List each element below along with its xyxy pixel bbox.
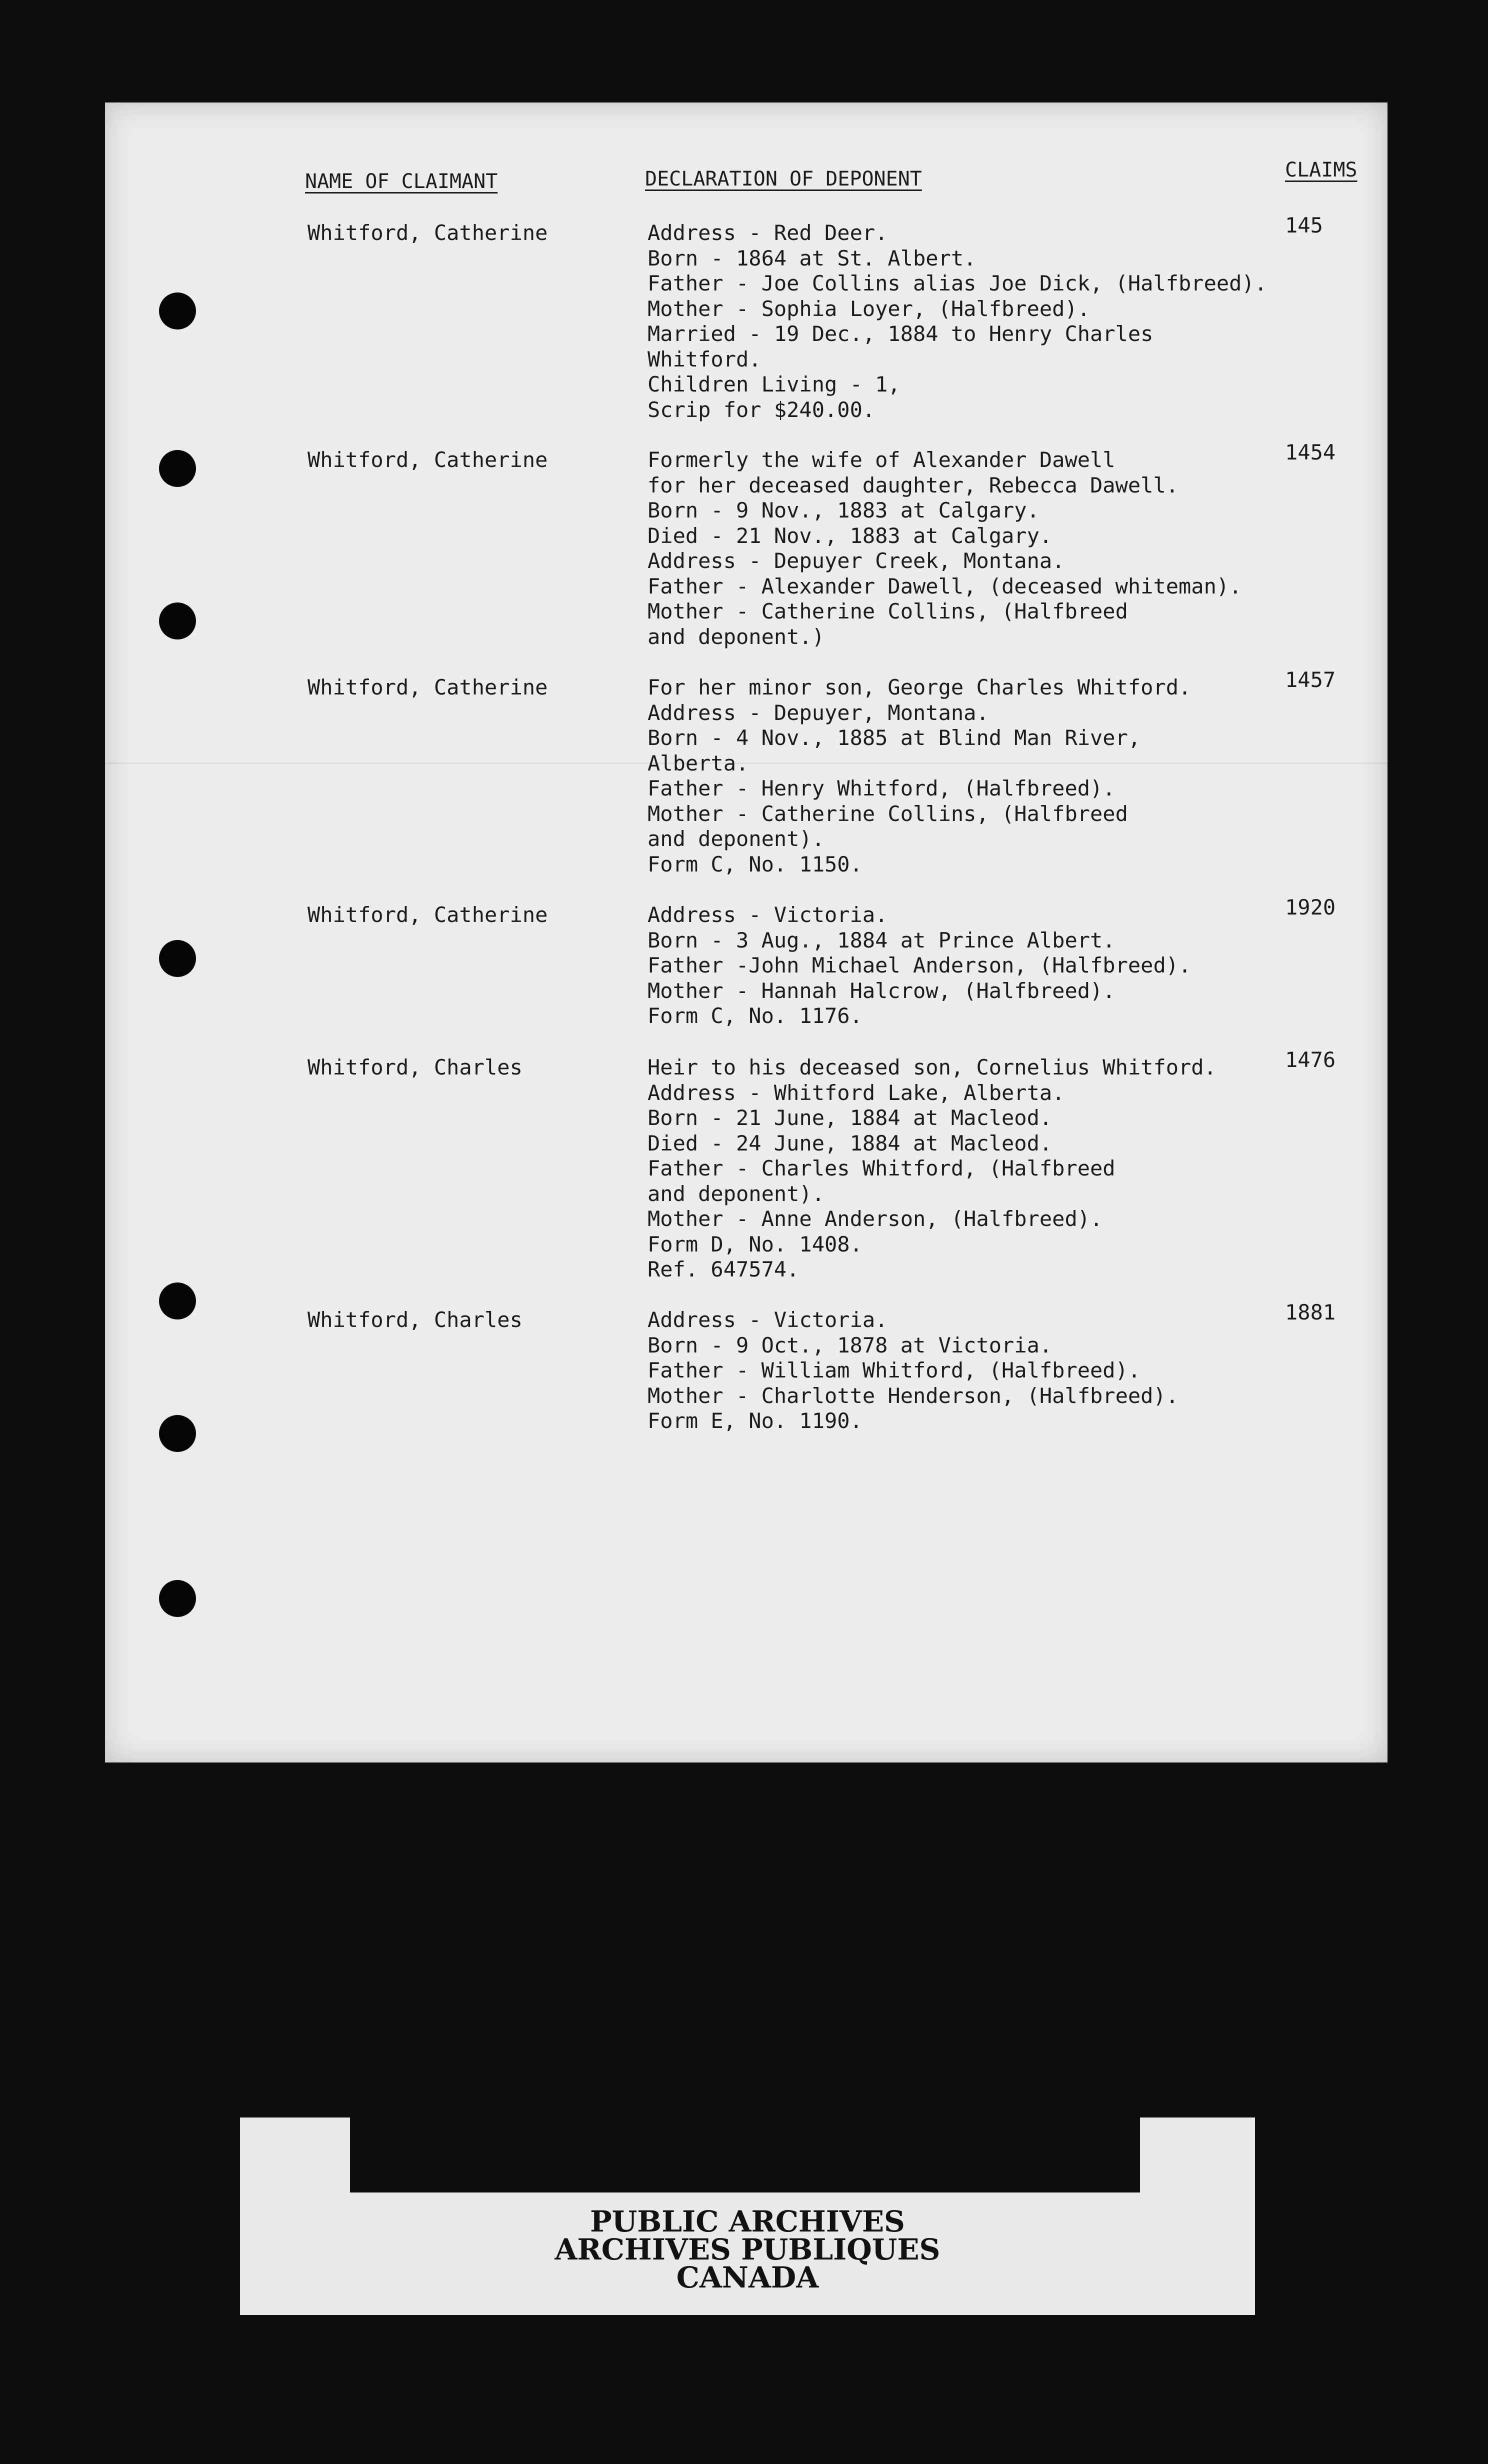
- declaration-line: Died - 24 June, 1884 at Macleod.: [648, 1130, 1052, 1156]
- declaration-line: Born - 9 Nov., 1883 at Calgary.: [648, 498, 1040, 522]
- claim-number: 145: [1285, 213, 1323, 238]
- document-page: [105, 102, 1388, 1762]
- declaration-line: Form C, No. 1176.: [648, 1004, 862, 1028]
- declaration-line: Born - 9 Oct., 1878 at Victoria.: [648, 1332, 1052, 1358]
- declaration-text: [648, 1308, 1272, 1434]
- declaration-line: Alberta.: [648, 750, 749, 776]
- declaration-line: Father - Alexander Dawell, (deceased whiteman).: [648, 574, 1242, 598]
- declaration-line: Address - Red Deer.: [648, 220, 888, 245]
- claimant-name: Whitford, Catherine: [308, 675, 548, 700]
- declaration-line: Mother - Sophia Loyer, (Halfbreed).: [648, 296, 1090, 321]
- declaration-line: Father -John Michael Anderson, (Halfbreed).: [648, 953, 1192, 978]
- declaration-line: Form E, No. 1190.: [648, 1408, 862, 1433]
- declaration-line: Address - Depuyer, Montana.: [648, 700, 989, 725]
- declaration-line: and deponent).: [648, 1181, 825, 1206]
- declaration-line: Form D, No. 1408.: [648, 1232, 862, 1256]
- declaration-line: Form C, No. 1150.: [648, 852, 862, 876]
- punch-hole: [159, 450, 196, 487]
- declaration-line: Address - Whitford Lake, Alberta.: [648, 1080, 1065, 1105]
- declaration-line: Mother - Catherine Collins, (Halfbreed: [648, 801, 1128, 826]
- archives-stamp-text: [240, 2204, 1255, 2294]
- declaration-line: Born - 4 Nov., 1885 at Blind Man River,: [648, 726, 1141, 750]
- punch-hole: [159, 1580, 196, 1617]
- stamp-notch: [350, 2118, 1140, 2192]
- stamp-line-1: PUBLIC ARCHIVES: [590, 2204, 905, 2238]
- declaration-line: Children Living - 1,: [648, 372, 900, 396]
- declaration-line: Whitford.: [648, 346, 762, 372]
- declaration-text: [648, 675, 1272, 877]
- declaration-text: [648, 220, 1272, 422]
- declaration-line: Married - 19 Dec., 1884 to Henry Charles: [648, 322, 1154, 346]
- declaration-line: Mother - Charlotte Henderson, (Halfbreed).: [648, 1383, 1179, 1408]
- claimant-name: Whitford, Charles: [308, 1055, 522, 1080]
- declaration-line: For her minor son, George Charles Whitford.: [648, 675, 1192, 700]
- declaration-line: Born - 1864 at St. Albert.: [648, 246, 976, 270]
- stamp-line-3: CANADA: [676, 2260, 819, 2294]
- declaration-line: Address - Victoria.: [648, 902, 888, 927]
- punch-hole: [159, 602, 196, 640]
- declaration-line: Scrip for $240.00.: [648, 397, 876, 422]
- claimant-name: Whitford, Catherine: [308, 220, 548, 245]
- declaration-line: Father - Charles Whitford, (Halfbreed: [648, 1156, 1116, 1180]
- declaration-line: Address - Victoria.: [648, 1308, 888, 1332]
- declaration-text: [648, 902, 1272, 1029]
- declaration-line: and deponent.): [648, 624, 825, 649]
- declaration-line: Ref. 647574.: [648, 1257, 800, 1282]
- declaration-line: Mother - Catherine Collins, (Halfbreed: [648, 599, 1128, 624]
- declaration-line: Born - 3 Aug., 1884 at Prince Albert.: [648, 928, 1116, 952]
- declaration-line: Formerly the wife of Alexander Dawell: [648, 448, 1116, 472]
- declaration-line: Born - 21 June, 1884 at Macleod.: [648, 1106, 1052, 1130]
- declaration-line: Heir to his deceased son, Cornelius Whitford.: [648, 1055, 1216, 1080]
- claimant-name: Whitford, Catherine: [308, 902, 548, 927]
- claimant-name: Whitford, Catherine: [308, 448, 548, 472]
- punch-hole: [159, 292, 196, 330]
- claim-number: 1457: [1285, 668, 1336, 692]
- declaration-line: Mother - Anne Anderson, (Halfbreed).: [648, 1206, 1103, 1231]
- punch-hole: [159, 1415, 196, 1452]
- punch-hole: [159, 940, 196, 977]
- declaration-line: Mother - Hannah Halcrow, (Halfbreed).: [648, 978, 1116, 1003]
- declaration-line: for her deceased daughter, Rebecca Dawell.: [648, 472, 1179, 498]
- claimant-name: Whitford, Charles: [308, 1308, 522, 1332]
- punch-hole: [159, 1282, 196, 1320]
- declaration-text: [648, 448, 1272, 650]
- declaration-line: Father - William Whitford, (Halfbreed).: [648, 1358, 1141, 1382]
- archives-stamp-card: [240, 2118, 1255, 2315]
- claim-number: 1476: [1285, 1048, 1336, 1072]
- declaration-line: and deponent).: [648, 826, 825, 851]
- declaration-text: [648, 1055, 1272, 1282]
- stamp-line-2: ARCHIVES PUBLIQUES: [554, 2232, 940, 2266]
- header-claimant: NAME OF CLAIMANT: [305, 170, 498, 193]
- declaration-line: Father - Joe Collins alias Joe Dick, (Halfbreed).: [648, 271, 1268, 296]
- claim-number: 1454: [1285, 440, 1336, 464]
- claim-number: 1920: [1285, 895, 1336, 920]
- claim-number: 1881: [1285, 1300, 1336, 1324]
- declaration-line: Died - 21 Nov., 1883 at Calgary.: [648, 523, 1052, 548]
- declaration-line: Father - Henry Whitford, (Halfbreed).: [648, 776, 1116, 800]
- declaration-line: Address - Depuyer Creek, Montana.: [648, 548, 1065, 573]
- header-claims: CLAIMS: [1285, 158, 1358, 182]
- header-declaration: DECLARATION OF DEPONENT: [645, 168, 922, 190]
